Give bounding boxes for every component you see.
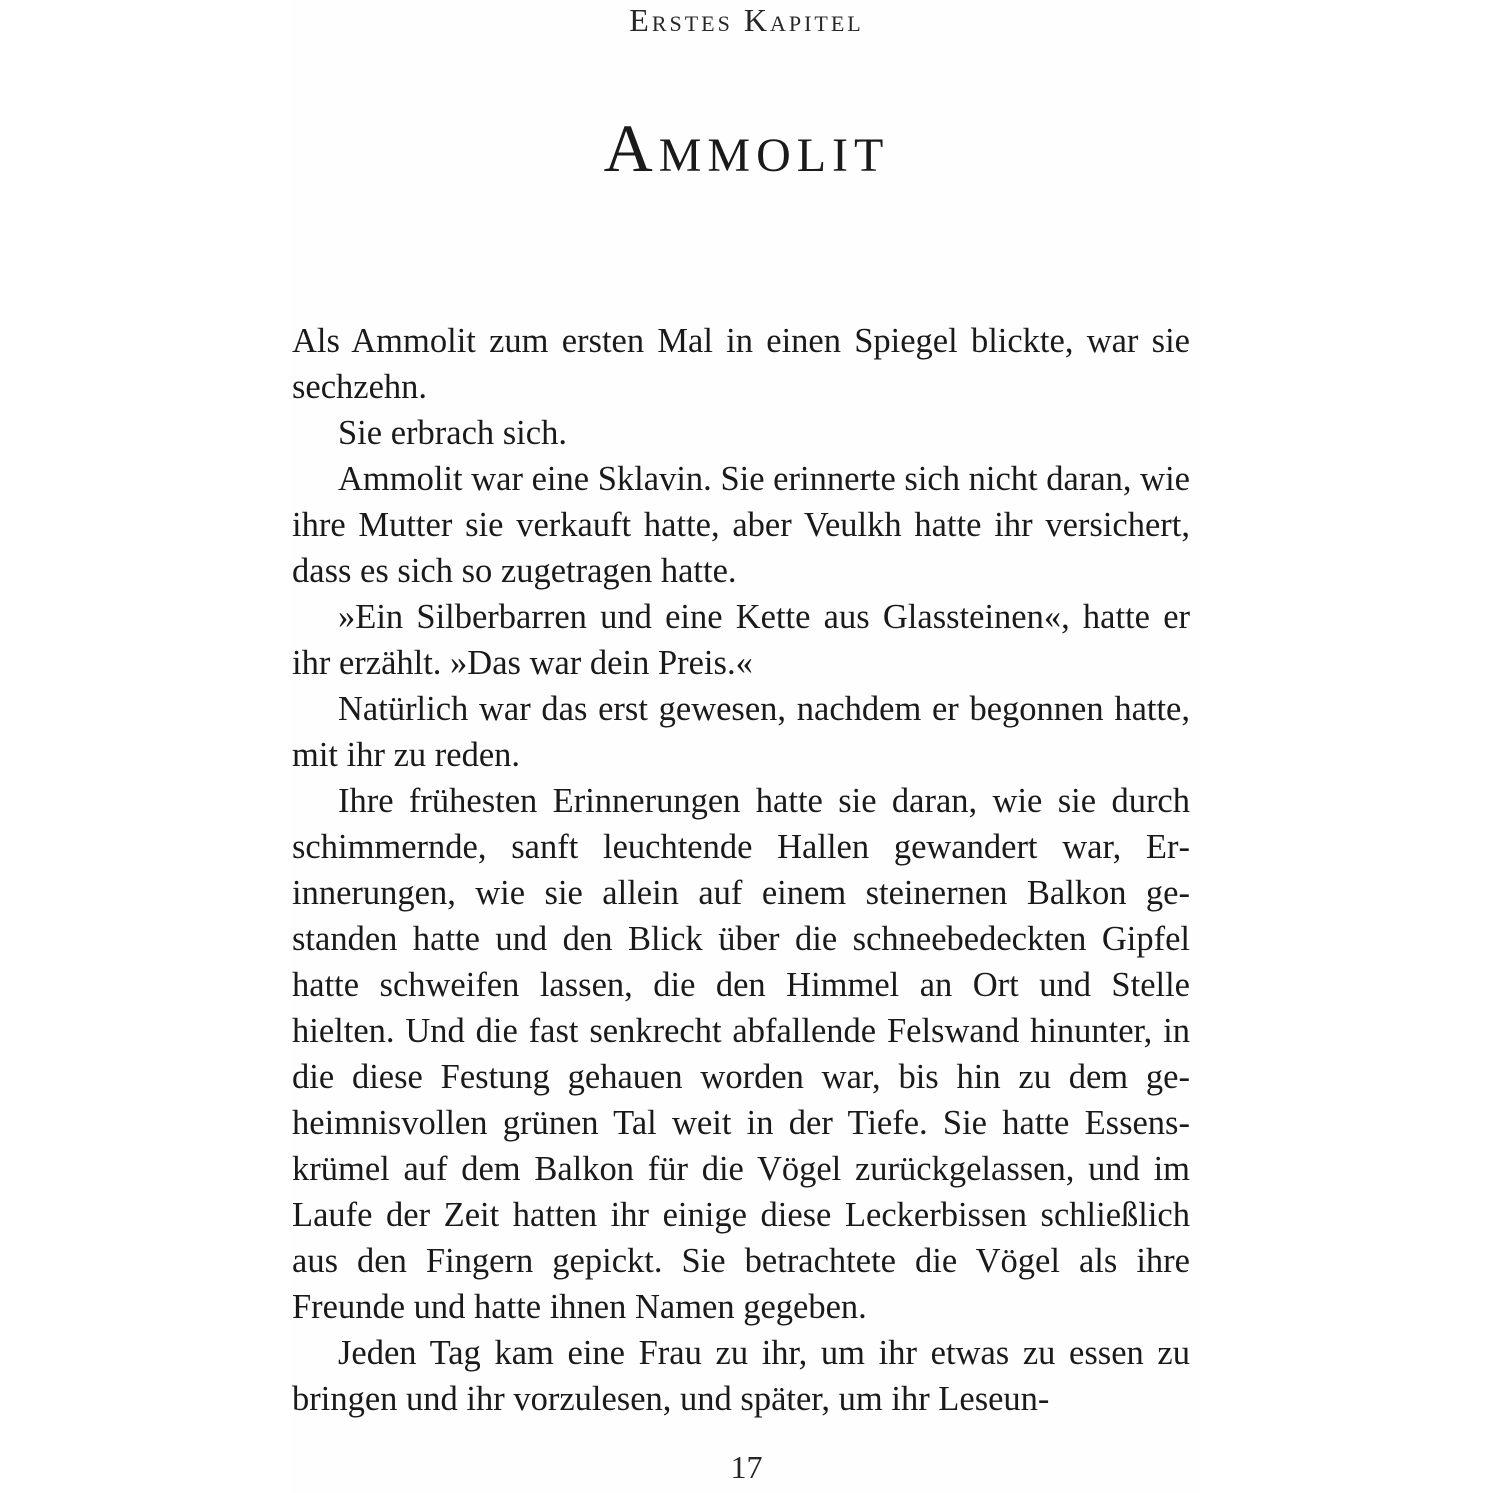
body-text [292,318,1190,1422]
chapter-title: Ammolit [603,110,890,186]
paragraph: Jeden Tag kam eine Frau zu ihr, um ihr etwas zu essen zu bringen und ihr vorzulesen, und später, um ihr Leseun- [292,1334,1190,1418]
page-number: 17 [730,1449,763,1485]
paragraph: Ihre frühesten Erinnerungen hatte sie daran, wie sie durch schimmernde, sanft leuchtende Hallen gewandert war, Erinnerungen, wie sie allein auf einem steinernen Balkon gestanden hatte und den Blick über die schneebedeckten Gipfel hatte schweifen lassen, die den Himmel an Ort und Stelle hielten. Und die fast senkrecht abfallende Felswand hinunter, in die diese Festung gehauen worden war, bis hin zu dem geheimnisvollen grünen Tal weit in der Tiefe. Sie hatte Essenskrümel auf dem Balkon für die Vögel zurückgelassen, und im Laufe der Zeit hatten ihr einige diese Leckerbissen schließlich aus den Fingern gepickt. Sie betrachtete die Vögel als ihre Freunde und hatte ihnen Namen gegeben. [292,782,1190,1326]
paragraph: Als Ammolit zum ersten Mal in einen Spiegel blickte, war sie sechzehn. [292,322,1190,406]
page-margin [0,0,290,1493]
chapter-label: Erstes Kapitel [629,2,864,38]
paragraph: Sie erbrach sich. [338,414,567,452]
paragraph: Natürlich war das erst gewesen, nachdem er begonnen hatte, mit ihr zu reden. [292,690,1190,774]
paragraph: »Ein Silberbarren und eine Kette aus Glassteinen«, hatte er ihr erzählt. »Das war dein Preis.« [292,598,1190,682]
paragraph: Ammolit war eine Sklavin. Sie erinnerte sich nicht daran, wie ihre Mutter sie verkauft hatte, aber Veulkh hatte ihr versichert, dass es sich so zugetragen hatte. [292,460,1190,590]
